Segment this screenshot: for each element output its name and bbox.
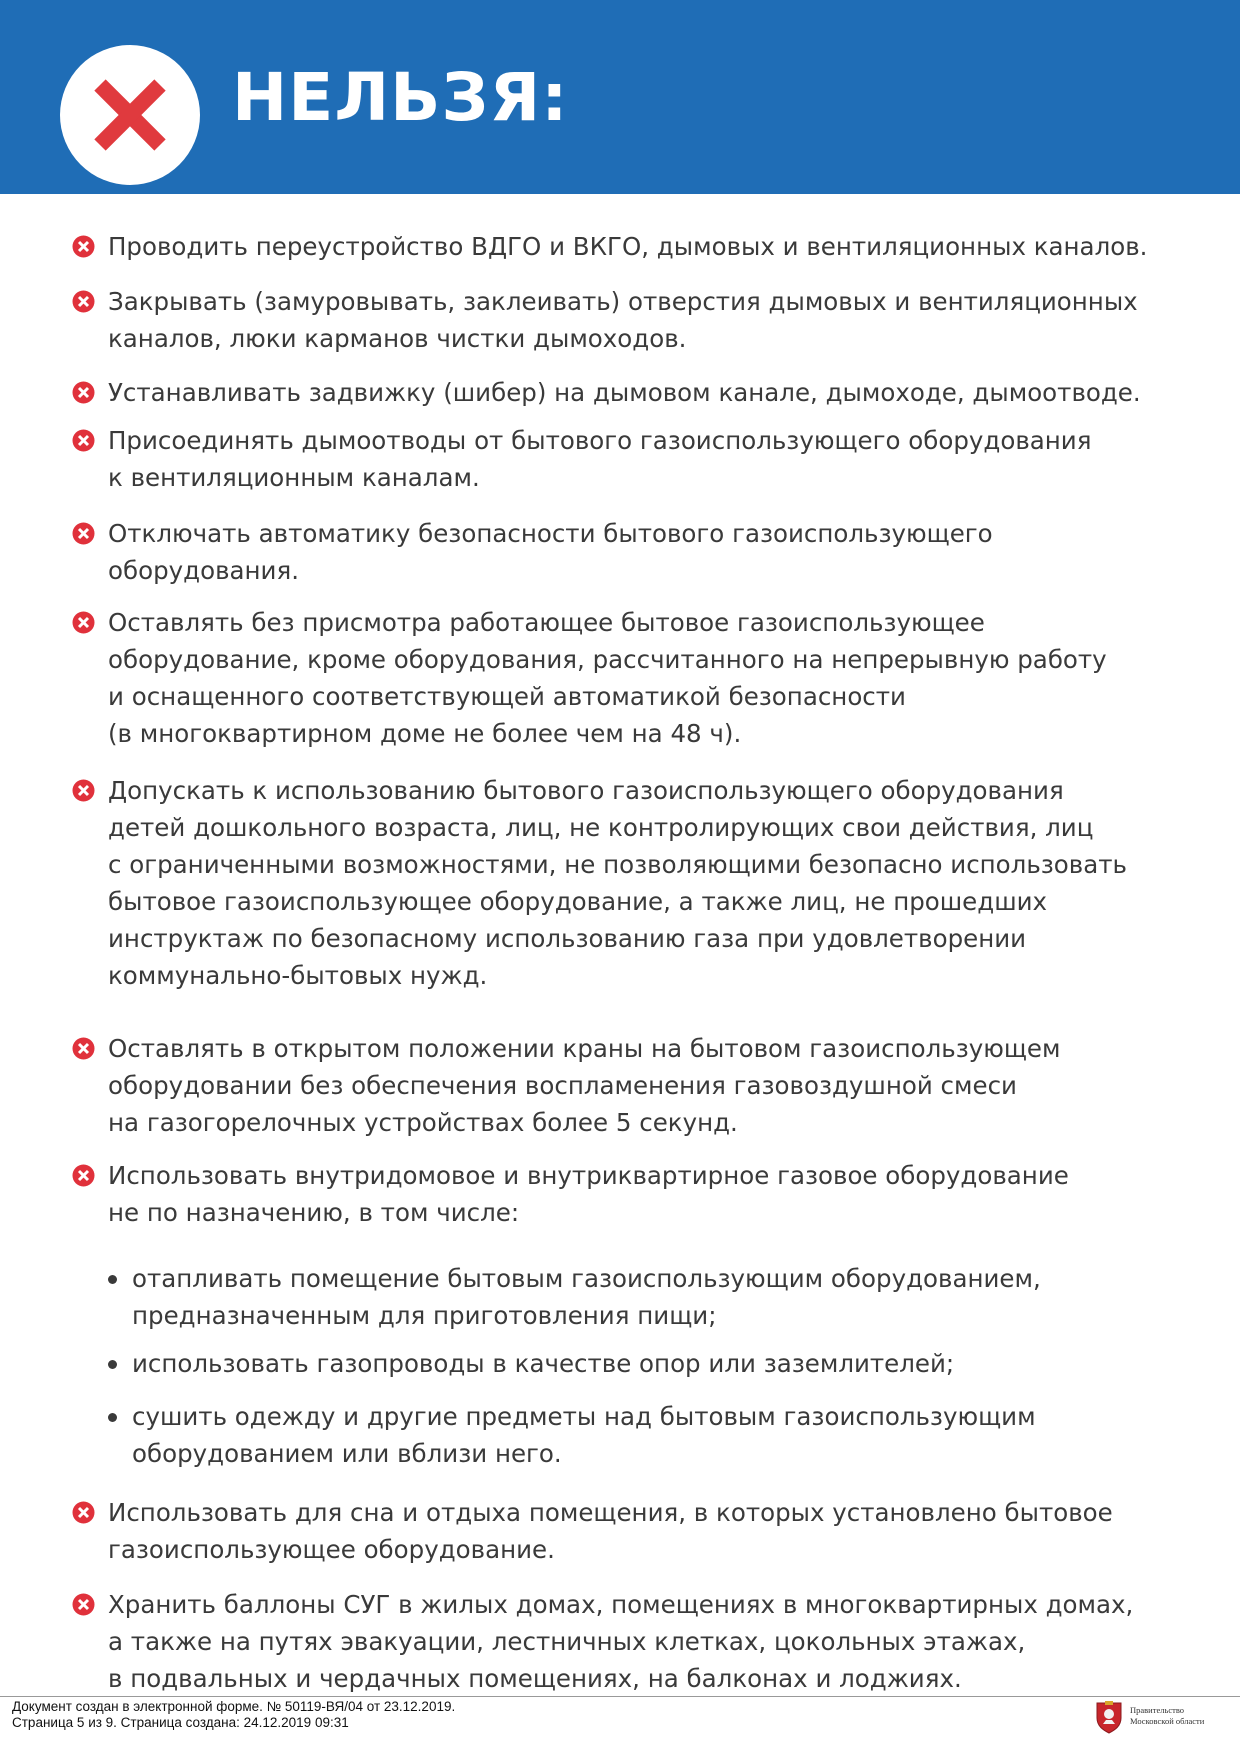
x-circle-icon	[72, 1593, 95, 1616]
bullet-icon	[108, 1275, 117, 1284]
red-x-icon	[60, 45, 200, 185]
text-line: в подвальных и чердачных помещениях, на балконах и лоджиях.	[108, 1664, 962, 1693]
footer-line-1: Документ создан в электронной форме. № 50119-ВЯ/04 от 23.12.2019.	[12, 1699, 456, 1714]
header-banner	[0, 0, 1240, 194]
text-line: не по назначению, в том числе:	[108, 1198, 520, 1227]
text-line: сушить одежду и другие предметы над бытовым газоиспользующим	[132, 1402, 1036, 1431]
text-line: оборудование, кроме оборудования, рассчитанного на непрерывную работу	[108, 645, 1107, 674]
footer-org-line-1: Правительство	[1130, 1705, 1185, 1715]
footer-org-line-2: Московской области	[1130, 1716, 1205, 1726]
list-item-text	[108, 283, 1188, 357]
list-item-text	[108, 1030, 1188, 1141]
footer-line-2: Страница 5 из 9. Страница создана: 24.12.2019 09:31	[12, 1715, 349, 1730]
x-circle-icon	[72, 611, 95, 634]
text-line: Оставлять без присмотра работающее бытовое газоиспользующее	[108, 608, 985, 637]
text-line: оборудования.	[108, 556, 299, 585]
sub-list-item-text	[132, 1398, 1192, 1472]
x-circle-icon	[72, 290, 95, 313]
x-circle-icon	[72, 381, 95, 404]
text-line: (в многоквартирном доме не более чем на 48 ч).	[108, 719, 742, 748]
text-line: предназначенным для приготовления пищи;	[132, 1301, 717, 1330]
text-line: отапливать помещение бытовым газоиспользующим оборудованием,	[132, 1264, 1041, 1293]
list-item-text	[108, 515, 1188, 589]
text-line: Использовать внутридомовое и внутриквартирное газовое оборудование	[108, 1161, 1069, 1190]
x-circle-icon	[72, 429, 95, 452]
text-line: детей дошкольного возраста, лиц, не контролирующих свои действия, лиц	[108, 813, 1094, 842]
list-item-text	[108, 1157, 1188, 1231]
x-circle-icon	[72, 1037, 95, 1060]
text-line: с ограниченными возможностями, не позволяющими безопасно использовать	[108, 850, 1127, 879]
bullet-icon	[108, 1413, 117, 1422]
list-item-text	[108, 1586, 1188, 1697]
text-line: газоиспользующее оборудование.	[108, 1535, 555, 1564]
text-line: Допускать к использованию бытового газоиспользующего оборудования	[108, 776, 1064, 805]
x-circle-icon	[72, 1164, 95, 1187]
page-title: НЕЛЬЗЯ:	[232, 59, 569, 136]
text-line: оборудовании без обеспечения воспламенения газовоздушной смеси	[108, 1071, 1017, 1100]
text-line: Использовать для сна и отдыха помещения, в которых установлено бытовое	[108, 1498, 1113, 1527]
text-line: а также на путях эвакуации, лестничных клетках, цокольных этажах,	[108, 1627, 1026, 1656]
list-item-text	[108, 374, 1188, 411]
footer-divider	[0, 1696, 1240, 1697]
x-circle-icon	[72, 1501, 95, 1524]
text-line: Закрывать (замуровывать, заклеивать) отверстия дымовых и вентиляционных	[108, 287, 1138, 316]
list-item-text	[108, 422, 1188, 496]
list-item-text	[108, 1494, 1188, 1568]
text-line: оборудованием или вблизи него.	[132, 1439, 562, 1468]
sub-list-item-text	[132, 1345, 1192, 1382]
sub-list-item-text	[132, 1260, 1192, 1334]
text-line: Отключать автоматику безопасности бытового газоиспользующего	[108, 519, 993, 548]
text-line: к вентиляционным каналам.	[108, 463, 480, 492]
list-item-text	[108, 772, 1188, 994]
text-line: бытовое газоиспользующее оборудование, а также лиц, не прошедших	[108, 887, 1048, 916]
text-line: Проводить переустройство ВДГО и ВКГО, дымовых и вентиляционных каналов.	[108, 232, 1148, 261]
text-line: коммунально-бытовых нужд.	[108, 961, 488, 990]
text-line: на газогорелочных устройствах более 5 секунд.	[108, 1108, 738, 1137]
text-line: Оставлять в открытом положении краны на бытовом газоиспользующем	[108, 1034, 1061, 1063]
list-item-text	[108, 604, 1188, 752]
text-line: инструктаж по безопасному использованию газа при удовлетворении	[108, 924, 1027, 953]
x-circle-icon	[72, 522, 95, 545]
text-line: и оснащенного соответствующей автоматикой безопасности	[108, 682, 906, 711]
moscow-region-coat-of-arms-icon	[1094, 1700, 1124, 1734]
footer-organization	[1130, 1705, 1204, 1727]
bullet-icon	[108, 1360, 117, 1369]
list-item-text	[108, 228, 1188, 265]
text-line: Хранить баллоны СУГ в жилых домах, помещениях в многоквартирных домах,	[108, 1590, 1134, 1619]
text-line: Присоединять дымоотводы от бытового газоиспользующего оборудования	[108, 426, 1092, 455]
text-line: каналов, люки карманов чистки дымоходов.	[108, 324, 687, 353]
text-line: использовать газопроводы в качестве опор или заземлителей;	[132, 1349, 955, 1378]
x-circle-icon	[72, 235, 95, 258]
x-circle-icon	[72, 779, 95, 802]
text-line: Устанавливать задвижку (шибер) на дымовом канале, дымоходе, дымоотводе.	[108, 378, 1141, 407]
footer-document-info	[12, 1699, 455, 1731]
